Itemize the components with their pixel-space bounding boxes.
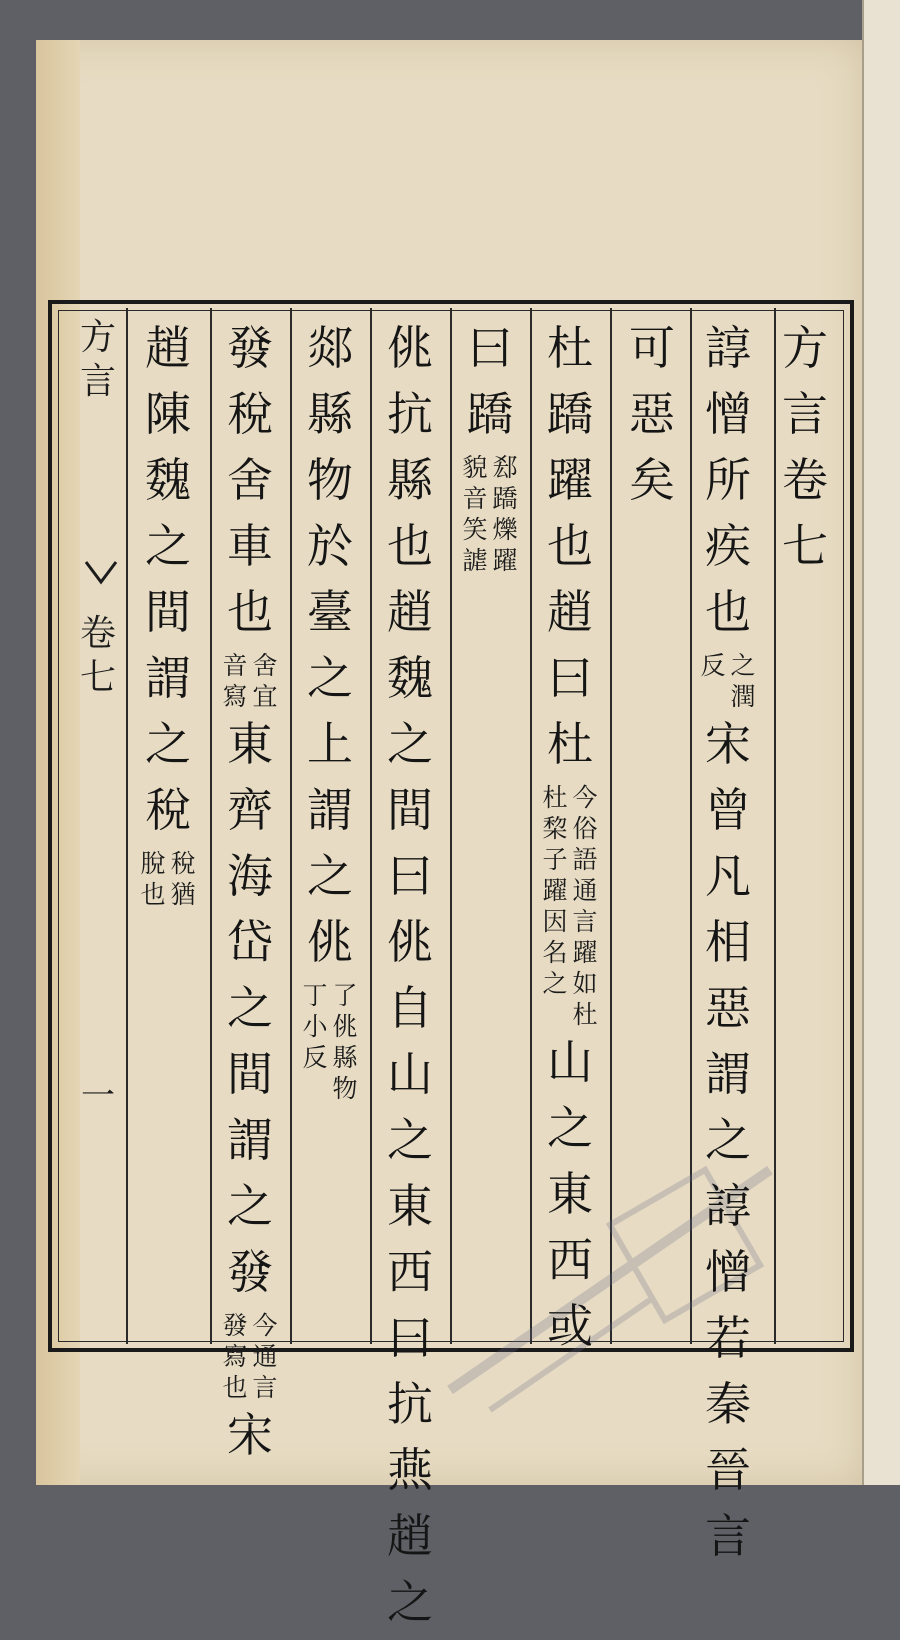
annotation-character: 言 [252, 1373, 278, 1402]
annotation-character: 如 [572, 969, 598, 998]
main-character: 自 [387, 981, 433, 1035]
annotation-note [461, 452, 519, 576]
annotation-note [221, 650, 279, 712]
text-column [138, 320, 198, 914]
main-character: 魏 [387, 651, 433, 705]
main-character: 之 [547, 1101, 593, 1155]
annotation-note [139, 848, 197, 910]
main-character: 謂 [705, 1047, 751, 1101]
annotation-character: 舍 [252, 651, 278, 680]
main-character: 惡 [705, 981, 751, 1035]
main-character: 之 [145, 717, 191, 771]
annotation-character: 因 [542, 907, 568, 936]
main-character: 物 [307, 453, 353, 507]
main-character: 也 [387, 519, 433, 573]
main-character: 也 [547, 519, 593, 573]
main-character: 之 [387, 1575, 433, 1629]
annotation-character: 也 [140, 880, 166, 909]
annotation-line [251, 650, 279, 712]
main-character: 或 [547, 1299, 593, 1353]
margin-title-char: 言 [79, 361, 116, 402]
main-character: 稅 [145, 783, 191, 837]
main-character: 魏 [145, 453, 191, 507]
annotation-character: 俗 [572, 814, 598, 843]
main-character: 謂 [307, 783, 353, 837]
main-character: 言 [705, 1509, 751, 1563]
text-column [698, 320, 758, 1574]
annotation-character: 寫 [222, 1342, 248, 1371]
annotation-line [541, 782, 569, 1030]
annotation-character: 蹻 [492, 484, 518, 513]
annotation-character: 寫 [222, 682, 248, 711]
main-character: 謂 [227, 1113, 273, 1167]
annotation-line [729, 650, 757, 712]
annotation-note [541, 782, 599, 1030]
main-character: 之 [307, 849, 353, 903]
annotation-note [699, 650, 757, 712]
main-character: 之 [705, 1113, 751, 1167]
main-character: 謂 [145, 651, 191, 705]
main-character: 躍 [547, 453, 593, 507]
main-character: 佻 [307, 915, 353, 969]
main-character: 抗 [387, 1377, 433, 1431]
main-character: 可 [629, 321, 675, 375]
main-character: 間 [227, 1047, 273, 1101]
main-character: 憎 [705, 1245, 751, 1299]
main-character: 西 [387, 1245, 433, 1299]
main-character: 趙 [387, 1509, 433, 1563]
margin-volume-char: 七 [79, 657, 116, 698]
main-character: 縣 [387, 453, 433, 507]
annotation-character: 躍 [572, 938, 598, 967]
main-character: 諄 [705, 321, 751, 375]
text-column [220, 320, 280, 1473]
main-character: 東 [387, 1179, 433, 1233]
annotation-character: 反 [700, 651, 726, 680]
main-character: 郯 [307, 321, 353, 375]
annotation-character: 謔 [462, 546, 488, 575]
main-character: 相 [705, 915, 751, 969]
annotation-character: 言 [572, 907, 598, 936]
main-character: 曰 [387, 1311, 433, 1365]
main-character: 間 [387, 783, 433, 837]
annotation-line [251, 1310, 279, 1403]
main-character: 齊 [227, 783, 273, 837]
main-character: 之 [387, 1113, 433, 1167]
annotation-character: 棃 [542, 814, 568, 843]
main-character: 趙 [387, 585, 433, 639]
text-column [622, 320, 682, 518]
annotation-character: 小 [302, 1012, 328, 1041]
main-character: 趙 [547, 585, 593, 639]
annotation-character: 音 [222, 651, 248, 680]
main-character: 舍 [227, 453, 273, 507]
annotation-character: 猶 [170, 880, 196, 909]
main-character: 凡 [705, 849, 751, 903]
annotation-line [461, 452, 489, 576]
annotation-character: 潤 [730, 682, 756, 711]
main-character: 疾 [705, 519, 751, 573]
annotation-character: 語 [572, 845, 598, 874]
annotation-line [169, 848, 197, 910]
main-character: 也 [227, 585, 273, 639]
annotation-character: 縣 [332, 1043, 358, 1072]
annotation-note [301, 980, 359, 1104]
annotation-character: 了 [332, 981, 358, 1010]
main-character: 曰 [547, 651, 593, 705]
main-character: 燕 [387, 1443, 433, 1497]
page-number: 一 [81, 1076, 115, 1116]
annotation-character: 今 [252, 1311, 278, 1340]
margin-title-char: 方 [79, 317, 116, 358]
main-character: 若 [705, 1311, 751, 1365]
annotation-character: 躍 [542, 876, 568, 905]
main-character: 發 [227, 321, 273, 375]
facing-page-edge [862, 0, 900, 1485]
annotation-character: 也 [222, 1373, 248, 1402]
main-character: 海 [227, 849, 273, 903]
main-character: 車 [227, 519, 273, 573]
main-character: 之 [387, 717, 433, 771]
annotation-line [699, 650, 727, 712]
main-character: 曾 [705, 783, 751, 837]
main-character: 卷 [782, 453, 828, 507]
annotation-line [139, 848, 167, 910]
annotation-character: 郄 [492, 453, 518, 482]
main-character: 矣 [629, 453, 675, 507]
annotation-line [331, 980, 359, 1104]
main-character: 也 [705, 585, 751, 639]
annotation-character: 宜 [252, 682, 278, 711]
column-rule [370, 308, 372, 1344]
annotation-character: 稅 [170, 849, 196, 878]
annotation-character: 物 [332, 1074, 358, 1103]
main-character: 間 [145, 585, 191, 639]
text-column [380, 320, 440, 1640]
annotation-line [221, 650, 249, 712]
annotation-character: 脫 [140, 849, 166, 878]
main-character: 上 [307, 717, 353, 771]
main-character: 之 [227, 1179, 273, 1233]
main-character: 蹻 [467, 387, 513, 441]
column-rule [210, 308, 212, 1344]
annotation-character: 貌 [462, 453, 488, 482]
main-character: 山 [387, 1047, 433, 1101]
main-character: 縣 [307, 387, 353, 441]
main-character: 言 [782, 387, 828, 441]
main-character: 秦 [705, 1377, 751, 1431]
main-character: 佻 [387, 915, 433, 969]
main-character: 臺 [307, 585, 353, 639]
annotation-character: 佻 [332, 1012, 358, 1041]
main-character: 岱 [227, 915, 273, 969]
main-character: 發 [227, 1245, 273, 1299]
main-character: 杜 [547, 717, 593, 771]
column-rule [126, 308, 128, 1344]
annotation-line [301, 980, 329, 1104]
annotation-note [221, 1310, 279, 1403]
margin-title [76, 316, 120, 404]
main-character: 東 [227, 717, 273, 771]
main-character: 東 [547, 1167, 593, 1221]
annotation-line [221, 1310, 249, 1403]
main-character: 杜 [547, 321, 593, 375]
text-column [460, 320, 520, 580]
text-column [775, 320, 835, 584]
main-character: 稅 [227, 387, 273, 441]
annotation-line [571, 782, 599, 1030]
main-character: 之 [227, 981, 273, 1035]
annotation-character: 爍 [492, 515, 518, 544]
annotation-character: 杜 [542, 783, 568, 812]
annotation-character: 杜 [572, 1000, 598, 1029]
annotation-character: 發 [222, 1311, 248, 1340]
annotation-character: 名 [542, 938, 568, 967]
text-column [300, 320, 360, 1108]
main-character: 七 [782, 519, 828, 573]
main-character: 諄 [705, 1179, 751, 1233]
main-character: 宋 [227, 1408, 273, 1462]
main-character: 陳 [145, 387, 191, 441]
annotation-character: 之 [542, 969, 568, 998]
main-character: 山 [547, 1035, 593, 1089]
main-character: 佻 [387, 321, 433, 375]
main-character: 抗 [387, 387, 433, 441]
annotation-line [491, 452, 519, 576]
annotation-character: 音 [462, 484, 488, 513]
annotation-character: 躍 [492, 546, 518, 575]
text-column [540, 320, 600, 1364]
annotation-character: 通 [252, 1342, 278, 1371]
margin-volume [76, 612, 120, 700]
main-character: 所 [705, 453, 751, 507]
main-character: 晉 [705, 1443, 751, 1497]
main-character: 惡 [629, 387, 675, 441]
main-character: 西 [547, 1233, 593, 1287]
main-character: 方 [782, 321, 828, 375]
main-character: 蹻 [547, 387, 593, 441]
main-character: 於 [307, 519, 353, 573]
annotation-character: 子 [542, 845, 568, 874]
annotation-character: 今 [572, 783, 598, 812]
annotation-character: 笑 [462, 515, 488, 544]
annotation-character: 丁 [302, 981, 328, 1010]
annotation-character: 通 [572, 876, 598, 905]
margin-volume-char: 卷 [79, 613, 116, 654]
main-character: 宋 [705, 717, 751, 771]
main-character: 憎 [705, 387, 751, 441]
main-character: 趙 [145, 321, 191, 375]
column-rule [290, 308, 292, 1344]
annotation-character: 之 [730, 651, 756, 680]
annotation-character: 反 [302, 1043, 328, 1072]
main-character: 曰 [387, 849, 433, 903]
main-character: 之 [307, 651, 353, 705]
main-character: 之 [145, 519, 191, 573]
fold-mark-icon [84, 560, 118, 600]
main-character: 曰 [467, 321, 513, 375]
